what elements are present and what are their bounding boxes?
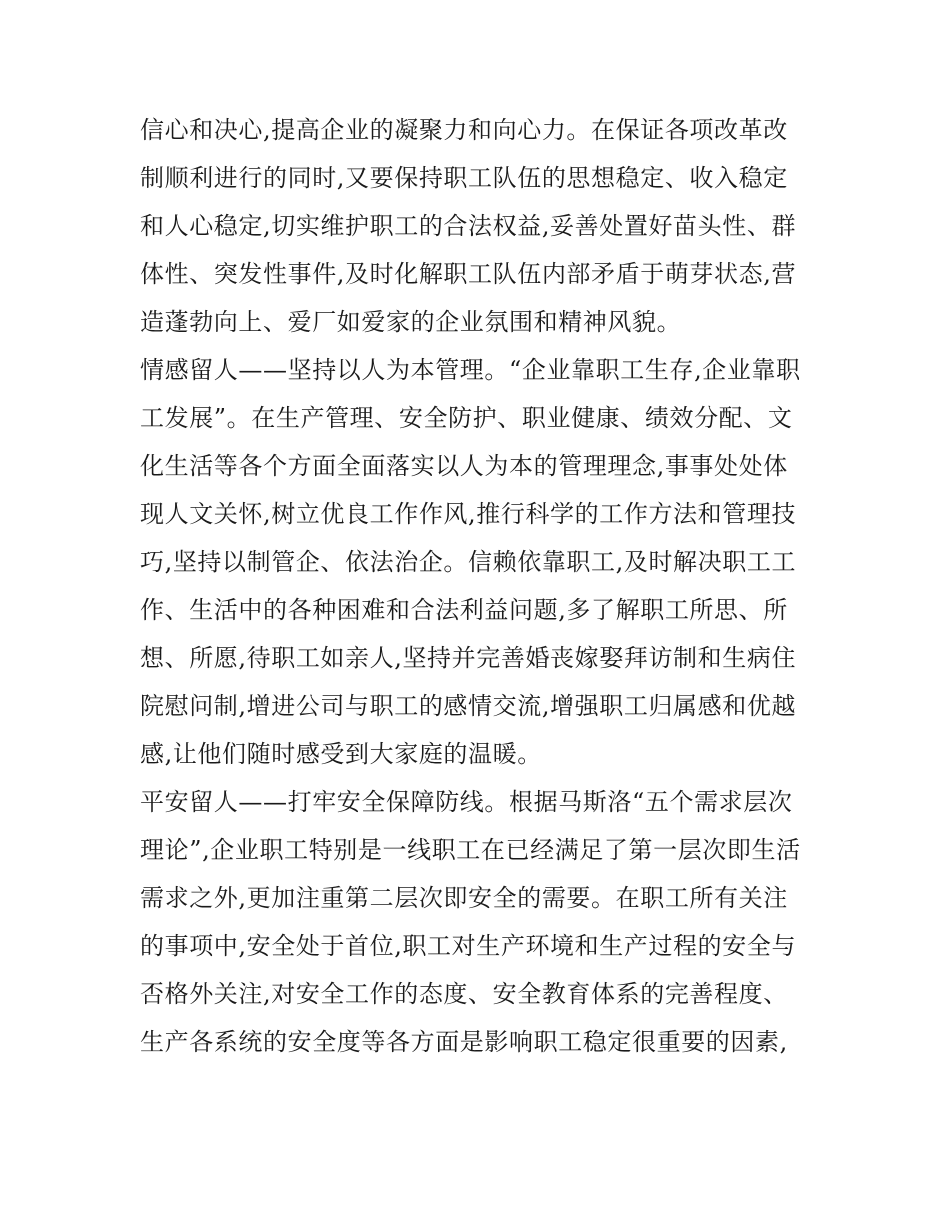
text-line: 感,让他们随时感受到大家庭的温暖。 [140, 740, 542, 768]
text-line: 否格外关注,对安全工作的态度、安全教育体系的完善程度、 [140, 980, 788, 1008]
text-line: 制顺利进行的同时,又要保持职工队伍的思想稳定、收入稳定 [140, 164, 788, 192]
text-line: 作、生活中的各种困难和合法利益问题,多了解职工所思、所 [140, 596, 788, 624]
text-line: 造蓬勃向上、爱厂如爱家的企业氛围和精神风貌。 [140, 308, 682, 336]
text-line: 信心和决心,提高企业的凝聚力和向心力。在保证各项改革改 [140, 116, 788, 144]
text-line: 院慰问制,增进公司与职工的感情交流,增强职工归属感和优越 [140, 692, 797, 720]
text-line: 和人心稳定,切实维护职工的合法权益,妥善处置好苗头性、群 [140, 212, 797, 240]
text-line: 想、所愿,待职工如亲人,坚持并完善婚丧嫁娶拜访制和生病住 [140, 644, 797, 672]
text-line: 现人文关怀,树立优良工作作风,推行科学的工作方法和管理技 [140, 500, 797, 528]
body-text [140, 106, 820, 1066]
text-line: 体性、突发性事件,及时化解职工队伍内部矛盾于萌芽状态,营 [140, 260, 797, 288]
text-line: 工发展”。在生产管理、安全防护、职业健康、绩效分配、文 [140, 404, 793, 432]
text-line: 需求之外,更加注重第二层次即安全的需要。在职工所有关注 [140, 884, 788, 912]
text-line: 巧,坚持以制管企、依法治企。信赖依靠职工,及时解决职工工 [140, 548, 797, 576]
text-line: 化生活等各个方面全面落实以人为本的管理理念,事事处处体 [140, 452, 788, 480]
text-line: 的事项中,安全处于首位,职工对生产环境和生产过程的安全与 [140, 932, 797, 960]
text-line: 理论”,企业职工特别是一线职工在已经满足了第一层次即生活 [140, 836, 801, 864]
text-line: 平安留人——打牢安全保障防线。根据马斯洛“五个需求层次 [140, 788, 793, 816]
text-line: 生产各系统的安全度等各方面是影响职工稳定很重要的因素, [140, 1028, 788, 1056]
text-line: 情感留人——坚持以人为本管理。“企业靠职工生存,企业靠职 [140, 356, 801, 384]
